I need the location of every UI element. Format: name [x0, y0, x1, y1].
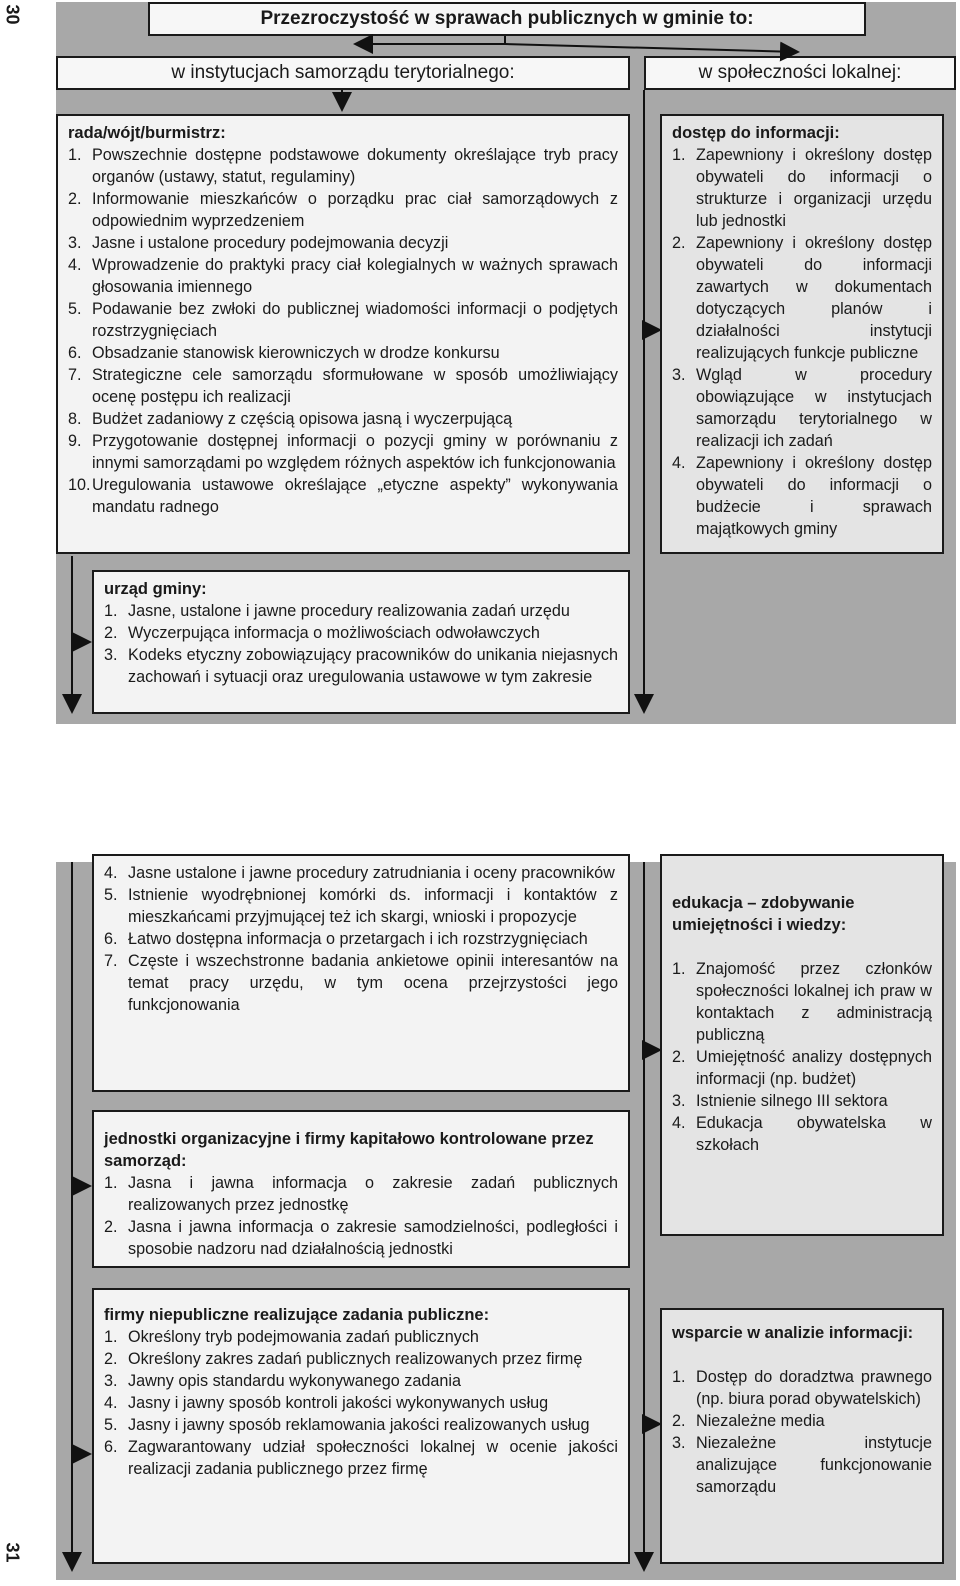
firmy-list-item [104, 1348, 618, 1370]
urzad-list-item [104, 622, 618, 644]
edukacja-list [672, 958, 932, 1156]
item-number: 5. [104, 886, 118, 904]
wsparcie-list-item [672, 1432, 932, 1498]
rada-list-item [68, 408, 618, 430]
item-number: 2. [104, 1350, 118, 1368]
item-number: 2. [672, 1412, 686, 1430]
rada-list-item [68, 298, 618, 342]
item-number: 5. [104, 1416, 118, 1434]
item-number: 4. [68, 256, 82, 274]
rada-list-item [68, 364, 618, 408]
item-text: Jasne i ustalone procedury podejmowania decyzji [92, 234, 449, 252]
item-number: 3. [104, 1372, 118, 1390]
wsparcie-box [660, 1308, 944, 1564]
firmy-list [104, 1326, 618, 1480]
firmy-list-item [104, 1326, 618, 1348]
urzad-cont-list-item [104, 884, 618, 928]
item-text: Uregulowania ustawowe określające „etyczne aspekty” wykonywania mandatu radnego [92, 476, 618, 516]
item-text: Jasna i jawna informacja o zakresie samodzielności, podległości i sposobie nadzoru nad działalnością jednostki [128, 1218, 618, 1258]
item-number: 1. [672, 1368, 686, 1386]
item-number: 6. [68, 344, 82, 362]
urzad-heading: urząd gminy: [104, 580, 207, 598]
branch-right-label: w społeczności lokalnej: [644, 56, 956, 90]
item-text: Jasne, ustalone i jawne procedury realizowania zadań urzędu [128, 602, 570, 620]
item-text: Wprowadzenie do praktyki pracy ciał kolegialnych w ważnych sprawach głosowania imiennego [92, 256, 618, 296]
item-text: Niezależne media [696, 1412, 825, 1430]
item-text: Jasny i jawny sposób kontroli jakości wykonywanych usług [128, 1394, 549, 1412]
item-number: 3. [672, 366, 686, 384]
item-text: Częste i wszechstronne badania ankietowe opinii interesantów na temat pracy urzędu, w tym ocena przejrzystości jego funkcjonowania [128, 952, 618, 1014]
item-text: Jasne ustalone i jawne procedury zatrudniania i oceny pracowników [128, 864, 615, 882]
jednostki-list [104, 1172, 618, 1260]
item-number: 3. [672, 1092, 686, 1110]
urzad-continued-box [92, 854, 630, 1092]
urzad-list-item [104, 644, 618, 688]
dostep-list-item [672, 144, 932, 232]
item-text: Jawny opis standardu wykonywanego zadania [128, 1372, 461, 1390]
urzad-cont-list-item [104, 928, 618, 950]
item-number: 1. [104, 1174, 118, 1192]
item-number: 4. [104, 864, 118, 882]
item-number: 7. [104, 952, 118, 970]
rada-heading: rada/wójt/burmistrz: [68, 124, 226, 142]
item-number: 2. [104, 624, 118, 642]
dostep-list [672, 144, 932, 540]
item-text: Zapewniony i określony dostęp obywateli do informacji zawartych w dokumentach dotyczących planów i działalności instytucji realizujących funkcje publiczne [696, 234, 932, 362]
urzad-continued-list [104, 862, 618, 1016]
item-text: Zagwarantowany udział społeczności lokalnej w ocenie jakości realizacji zadania publicznego przez firmę [128, 1438, 618, 1478]
diagram-title: Przezroczystość w sprawach publicznych w gminie to: [148, 2, 866, 36]
edukacja-box [660, 854, 944, 1236]
item-number: 1. [672, 960, 686, 978]
firmy-list-item [104, 1436, 618, 1480]
urzad-cont-list-item [104, 862, 618, 884]
page-number-bottom: 31 [2, 1542, 23, 1563]
item-number: 10. [68, 476, 91, 494]
urzad-list-item [104, 600, 618, 622]
item-number: 4. [104, 1394, 118, 1412]
page-number-top: 30 [2, 4, 23, 25]
item-text: Znajomość przez członków społeczności lokalnej ich praw w kontaktach z administracją publiczną [696, 960, 932, 1044]
item-text: Zapewniony i określony dostęp obywateli do informacji o strukturze i organizacji urzędu lub jednostki [696, 146, 932, 230]
item-text: Umiejętność analizy dostępnych informacji (np. budżet) [696, 1048, 932, 1088]
item-text: Zapewniony i określony dostęp obywateli do informacji o budżecie i sprawach majątkowych gminy [696, 454, 932, 538]
urzad-list [104, 600, 618, 688]
item-number: 1. [672, 146, 686, 164]
jednostki-list-item [104, 1216, 618, 1260]
edukacja-list-item [672, 1046, 932, 1090]
item-number: 1. [104, 602, 118, 620]
item-number: 7. [68, 366, 82, 384]
dostep-list-item [672, 452, 932, 540]
rada-list-item [68, 188, 618, 232]
edukacja-heading: edukacja – zdobywanie umiejętności i wiedzy: [672, 894, 855, 934]
item-text: Podawanie bez zwłoki do publicznej wiadomości informacji o podjętych rozstrzygnięciach [92, 300, 618, 340]
item-text: Wgląd w procedury obowiązujące w instytucjach samorządu terytorialnego w realizacji ich zadań [696, 366, 932, 450]
urzad-box [92, 570, 630, 714]
wsparcie-list [672, 1366, 932, 1498]
item-number: 4. [672, 1114, 686, 1132]
item-text: Jasny i jawny sposób reklamowania jakości realizowanych usług [128, 1416, 590, 1434]
rada-list-item [68, 342, 618, 364]
wsparcie-list-item [672, 1410, 932, 1432]
rada-list-item [68, 144, 618, 188]
rada-box [56, 114, 630, 554]
edukacja-list-item [672, 1090, 932, 1112]
item-number: 5. [68, 300, 82, 318]
rada-list-item [68, 254, 618, 298]
wsparcie-list-item [672, 1366, 932, 1410]
firmy-list-item [104, 1414, 618, 1436]
dostep-box [660, 114, 944, 554]
item-number: 3. [104, 646, 118, 664]
item-number: 2. [68, 190, 82, 208]
jednostki-box [92, 1110, 630, 1268]
item-number: 1. [68, 146, 82, 164]
urzad-cont-list-item [104, 950, 618, 1016]
dostep-list-item [672, 364, 932, 452]
rada-list-item [68, 430, 618, 474]
item-number: 2. [104, 1218, 118, 1236]
item-number: 2. [672, 1048, 686, 1066]
item-text: Informowanie mieszkańców o porządku prac ciał samorządowych z odpowiednim wyprzedzeniem [92, 190, 618, 230]
item-text: Obsadzanie stanowisk kierowniczych w drodze konkursu [92, 344, 500, 362]
item-text: Określony zakres zadań publicznych realizowanych przez firmę [128, 1350, 583, 1368]
item-number: 2. [672, 234, 686, 252]
item-text: Przygotowanie dostępnej informacji o pozycji gminy w porównaniu z innymi samorządami po względem różnych aspektów ich funkcjonowania [92, 432, 618, 472]
item-text: Niezależne instytucje analizujące funkcjonowanie samorządu [696, 1434, 932, 1496]
item-number: 9. [68, 432, 82, 450]
item-text: Kodeks etyczny zobowiązujący pracowników do unikania niejasnych zachowań i sytuacji oraz uregulowania ustawowe w tym zakresie [128, 646, 618, 686]
firmy-list-item [104, 1392, 618, 1414]
item-number: 3. [68, 234, 82, 252]
item-number: 3. [672, 1434, 686, 1452]
firmy-list-item [104, 1370, 618, 1392]
jednostki-list-item [104, 1172, 618, 1216]
item-text: Określony tryb podejmowania zadań publicznych [128, 1328, 479, 1346]
item-number: 6. [104, 930, 118, 948]
item-number: 8. [68, 410, 82, 428]
edukacja-list-item [672, 1112, 932, 1156]
item-number: 6. [104, 1438, 118, 1456]
rada-list-item [68, 474, 618, 518]
item-text: Edukacja obywatelska w szkołach [696, 1114, 932, 1154]
item-text: Strategiczne cele samorządu sformułowane w sposób umożliwiający ocenę postępu ich realizacji [92, 366, 618, 406]
item-text: Dostęp do doradztwa prawnego (np. biura porad obywatelskich) [696, 1368, 932, 1408]
firmy-box [92, 1288, 630, 1564]
rada-list [68, 144, 618, 518]
wsparcie-heading: wsparcie w analizie informacji: [672, 1324, 914, 1342]
item-number: 4. [672, 454, 686, 472]
item-text: Budżet zadaniowy z częścią opisowa jasną i wyczerpującą [92, 410, 513, 428]
branch-left-label: w instytucjach samorządu terytorialnego: [56, 56, 630, 90]
item-text: Istnienie silnego III sektora [696, 1092, 888, 1110]
item-number: 1. [104, 1328, 118, 1346]
jednostki-heading: jednostki organizacyjne i firmy kapitałowo kontrolowane przez samorząd: [104, 1130, 594, 1170]
item-text: Wyczerpująca informacja o możliwościach odwoławczych [128, 624, 540, 642]
item-text: Powszechnie dostępne podstawowe dokumenty określające tryb pracy organów (ustawy, statut, regulaminy) [92, 146, 618, 186]
item-text: Istnienie wyodrębnionej komórki ds. informacji i kontaktów z mieszkańcami przyjmującej też ich skargi, wnioski i propozycje [128, 886, 618, 926]
dostep-list-item [672, 232, 932, 364]
edukacja-list-item [672, 958, 932, 1046]
dostep-heading: dostęp do informacji: [672, 124, 840, 142]
firmy-heading: firmy niepubliczne realizujące zadania publiczne: [104, 1306, 490, 1324]
item-text: Jasna i jawna informacja o zakresie zadań publicznych realizowanych przez jednostkę [128, 1174, 618, 1214]
item-text: Łatwo dostępna informacja o przetargach i ich rozstrzygnięciach [128, 930, 588, 948]
rada-list-item [68, 232, 618, 254]
